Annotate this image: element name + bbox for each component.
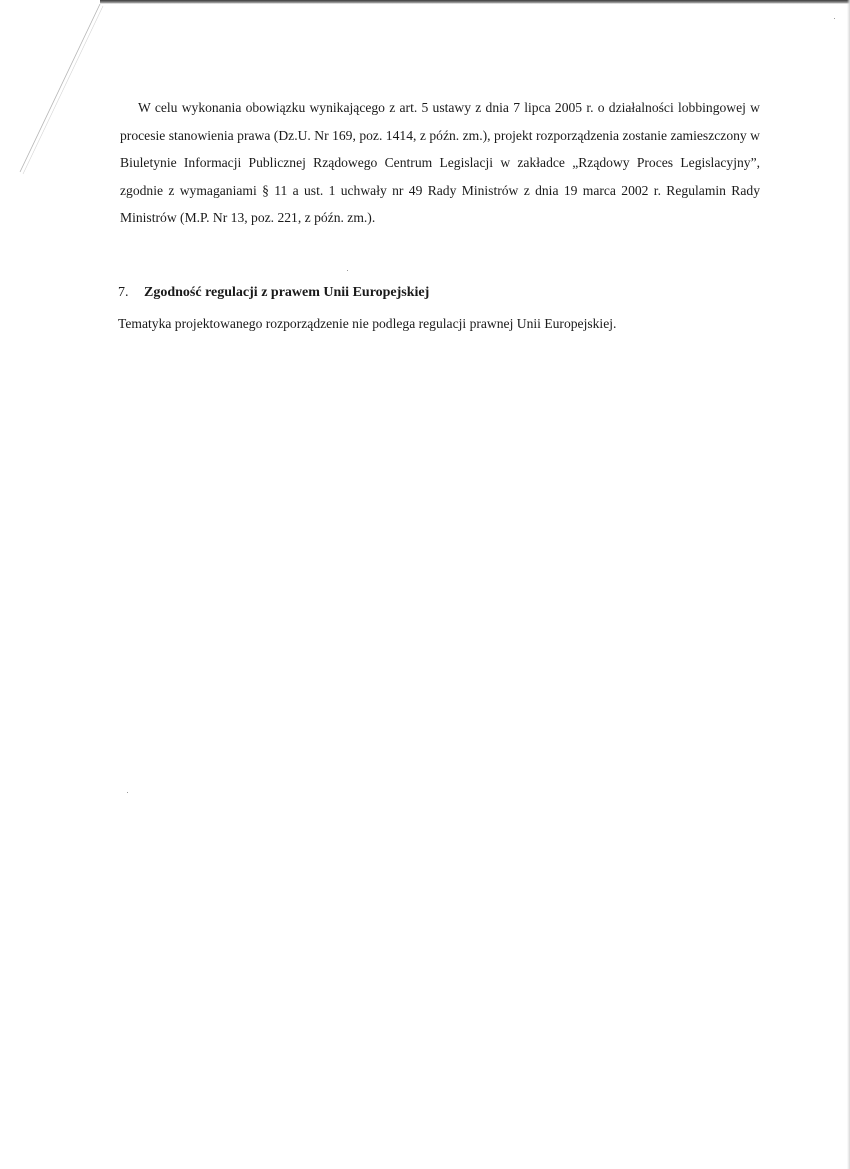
scan-speck xyxy=(347,270,348,271)
paragraph-eu-compliance: Tematyka projektowanego rozporządzenie nie podlega regulacji prawnej Unii Europejskiej. xyxy=(118,316,617,331)
scan-top-edge xyxy=(100,0,850,4)
paragraph-lobbying-notice: W celu wykonania obowiązku wynikającego z art. 5 ustawy z dnia 7 lipca 2005 r. o działalności lobbingowej w procesie stanowienia prawa (Dz.U. Nr 169, poz. 1414, z późn. zm.), projekt rozporządzenia zostanie zamieszczony w Biuletynie Informacji Publicznej Rządowego Centrum Legislacji w zakładce „Rządowy Proces Legislacyjny”, zgodnie z wymaganiami § 11 a ust. 1 uchwały nr 49 Rady Ministrów z dnia 19 marca 2002 r. Regulamin Rady Ministrów (M.P. Nr 13, poz. 221, z późn. zm.). xyxy=(120,100,760,226)
scan-speck xyxy=(127,792,128,793)
section-7-number: 7. xyxy=(118,285,129,300)
section-7-title: Zgodność regulacji z prawem Unii Europejskiej xyxy=(144,285,430,300)
scan-artifact-line xyxy=(0,0,110,200)
section-7-heading xyxy=(118,283,758,303)
scan-speck xyxy=(834,18,835,19)
